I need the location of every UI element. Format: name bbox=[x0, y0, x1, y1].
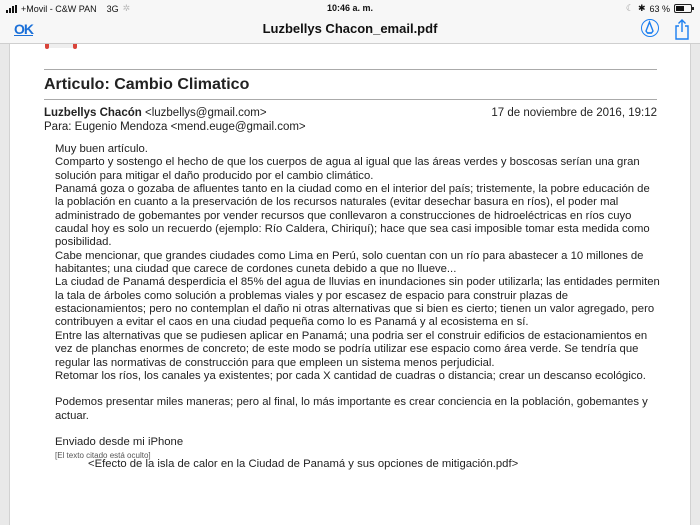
body-line: Muy buen artículo. bbox=[55, 143, 148, 155]
body-line: caudal hoy es solo un recuerdo (ejemplo: Río Caldera, Chiriquí); hace que sea casi imposible tomar esta medida como bbox=[55, 223, 650, 236]
body-line: administrado de gobemantes por vender recursos que conllevaron a construcciones de hidroeléctricas en ríos cuyo bbox=[55, 209, 632, 222]
markup-pen-glyph bbox=[642, 20, 657, 35]
subject-divider bbox=[44, 99, 657, 100]
battery-icon bbox=[674, 4, 692, 13]
status-bar bbox=[0, 0, 700, 16]
share-glyph bbox=[674, 18, 690, 40]
body-line: actuar. bbox=[55, 409, 89, 422]
body-line: Cabe mencionar, que grandes ciudades como Lima en Perú, solo cuentan con un río para abastecer a 10 millones de bbox=[55, 249, 644, 262]
body-line: La ciudad de Panamá desperdicia el 85% del agua de lluvias en inundaciones sin poder utilizarla; las entidades permiten bbox=[55, 276, 660, 289]
markup-pen-icon[interactable] bbox=[641, 19, 659, 37]
sender-name: Luzbellys Chacón bbox=[44, 107, 142, 119]
nav-bar bbox=[0, 16, 700, 44]
body-line: Podemos presentar miles maneras; pero al final, lo más importante es crear conciencia en la población, gobemantes y bbox=[55, 396, 648, 409]
sender-line bbox=[44, 107, 267, 119]
email-subject: Articulo: Cambio Climatico bbox=[44, 76, 250, 93]
body-line: posibilidad. bbox=[55, 236, 112, 249]
sender-email: <luzbellys@gmail.com> bbox=[144, 107, 267, 119]
body-line: habitantes; una ciudad que carece de cordones cuneta debido a que no llueve... bbox=[55, 263, 457, 276]
body-line: estacionamientos; pero no contemplan el daño ni otras alternativas que si bien es cierto; tienen un valor agregado, pero bbox=[55, 303, 655, 316]
quoted-text-toggle[interactable]: [El texto citado está oculto] bbox=[55, 451, 151, 461]
ok-button[interactable]: OK bbox=[14, 21, 33, 37]
header-divider bbox=[44, 69, 657, 70]
gmail-logo bbox=[45, 44, 75, 50]
wifi-icon: ✲ bbox=[122, 3, 131, 13]
email-date: 17 de noviembre de 2016, 19:12 bbox=[491, 107, 657, 119]
body-line: la población en cuanto a la preservación de los recursos naturales (evitar desechar basura en ríos), el poder mal bbox=[55, 196, 619, 209]
battery-percent: 63 % bbox=[649, 3, 670, 14]
share-icon[interactable] bbox=[674, 18, 690, 40]
signature: Enviado desde mi iPhone bbox=[55, 435, 184, 448]
bluetooth-icon: ✱ bbox=[637, 3, 646, 13]
body-line: regular las normativas de construcción para que empleen un sistema menos perjudicial. bbox=[55, 356, 495, 369]
carrier-label: +Movil - C&W PAN bbox=[21, 3, 97, 14]
closing-paragraph bbox=[55, 396, 667, 423]
body-line: Entre las alternativas que se pudiesen aplicar en Panamá; una podria ser el construir edificios de estacionamientos en bbox=[55, 329, 648, 342]
body-line: Comparto y sostengo el hecho de que los cuerpos de agua al igual que las áreas verdes y boscosas serían una gran bbox=[55, 156, 640, 169]
status-right bbox=[626, 3, 692, 14]
body-line: vez de planchas enormes de concreto; de este modo se podría utilizar ese espacio como área verde. Se tendría que bbox=[55, 343, 639, 356]
network-label: 3G bbox=[106, 3, 119, 14]
body-line: Retomar los ríos, los canales ya existentes; por cada X cantidad de cuadras o distancia; crear un descanso ecológico. bbox=[55, 369, 646, 382]
attachment-link[interactable]: <Efecto de la isla de calor en la Ciudad de Panamá y sus opciones de mitigación.pdf> bbox=[88, 458, 519, 470]
moon-icon: ☾ bbox=[625, 3, 634, 13]
body-paragraphs bbox=[55, 143, 667, 383]
email-body bbox=[55, 143, 667, 463]
recipient-line: Para: Eugenio Mendoza <mend.euge@gmail.com> bbox=[44, 121, 306, 133]
document-title: Luzbellys Chacon_email.pdf bbox=[262, 21, 438, 36]
clock: 10:46 a. m. bbox=[326, 3, 374, 13]
body-line: Panamá goza o gozaba de afluentes tanto en la ciudad como en el interior del país; tristemente, la pobre educación de bbox=[55, 183, 650, 196]
body-line: contribuyen a evitar el caos en una ciudad pequeña como lo es Panamá y al ecosistema en sí. bbox=[55, 316, 529, 329]
body-line: la tala de árboles como solución a problemas viales y por escasez de espacio para construir plazas de bbox=[55, 289, 569, 302]
body-line: solución para mitigar el daño producido por el cambio climático. bbox=[55, 169, 374, 182]
battery-fill bbox=[676, 6, 684, 11]
